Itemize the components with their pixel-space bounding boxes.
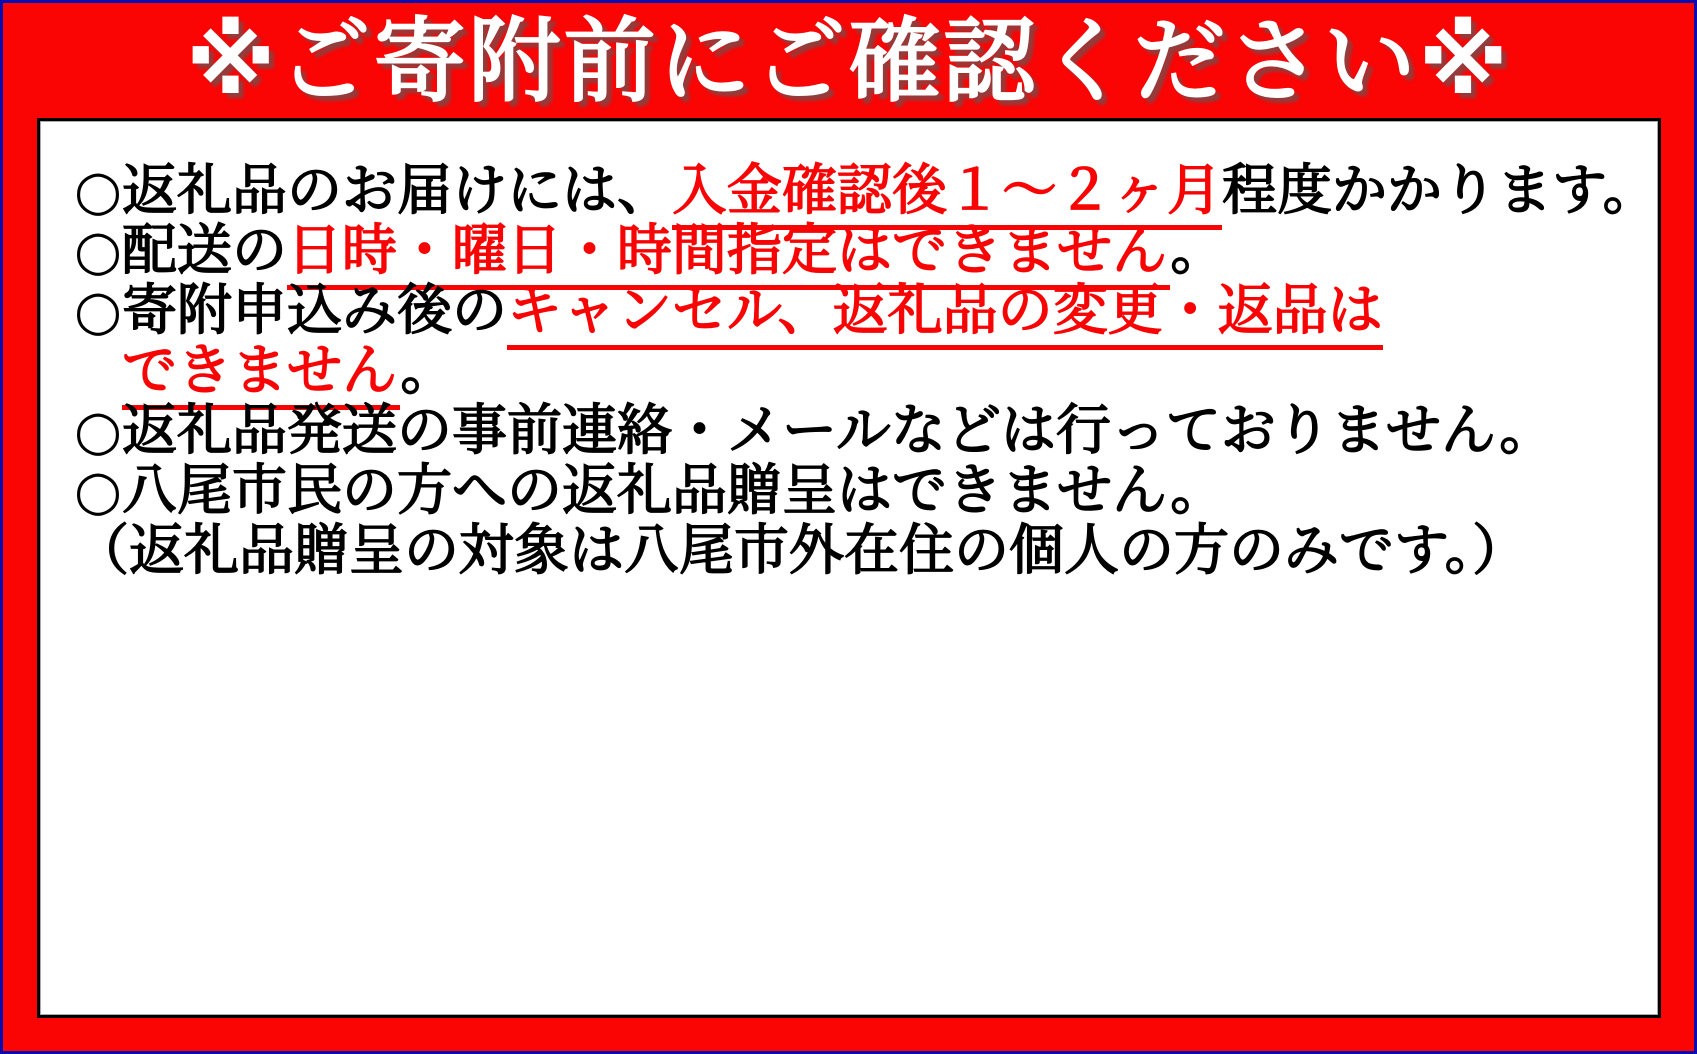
notice-text-black: ○返礼品発送の事前連絡・メールなどは行っておりません。 bbox=[74, 398, 1555, 462]
notice-text-black: ○配送の bbox=[74, 218, 287, 282]
notice-item-delivery-time bbox=[74, 158, 1658, 222]
notice-text-black: 。 bbox=[400, 338, 456, 402]
notice-item-no-cancel-line1 bbox=[74, 280, 1633, 340]
notice-text-black: 。 bbox=[1170, 218, 1226, 282]
notice-item-no-date-selection bbox=[74, 220, 1633, 280]
notice-text-red-underline: キャンセル、返礼品の変更・返品は bbox=[507, 278, 1383, 350]
notice-item-no-advance-contact bbox=[74, 400, 1633, 460]
notice-box bbox=[37, 118, 1661, 1018]
notice-text-red-underline: 入金確認後１～２ヶ月 bbox=[672, 158, 1222, 230]
notice-item-no-residents bbox=[74, 460, 1633, 520]
notice-item-residents-detail bbox=[74, 520, 1633, 580]
notice-text-black: （返礼品贈呈の対象は八尾市外在住の個人の方のみです。） bbox=[74, 518, 1528, 582]
notice-text-black: ○八尾市民の方への返礼品贈呈はできません。 bbox=[74, 458, 1226, 522]
page-title: ※ご寄附前にご確認ください※ bbox=[186, 8, 1511, 115]
notice-text-black: ○返礼品のお届けには、 bbox=[74, 158, 672, 222]
notice-text-red-underline: 日時・曜日・時間指定はできません bbox=[287, 218, 1170, 290]
notice-text-red-underline: できません bbox=[122, 338, 400, 410]
notice-text-black: ○寄附申込み後の bbox=[74, 278, 507, 342]
notice-text-black: 程度かかります。 bbox=[1222, 158, 1658, 222]
header-band bbox=[3, 3, 1694, 121]
